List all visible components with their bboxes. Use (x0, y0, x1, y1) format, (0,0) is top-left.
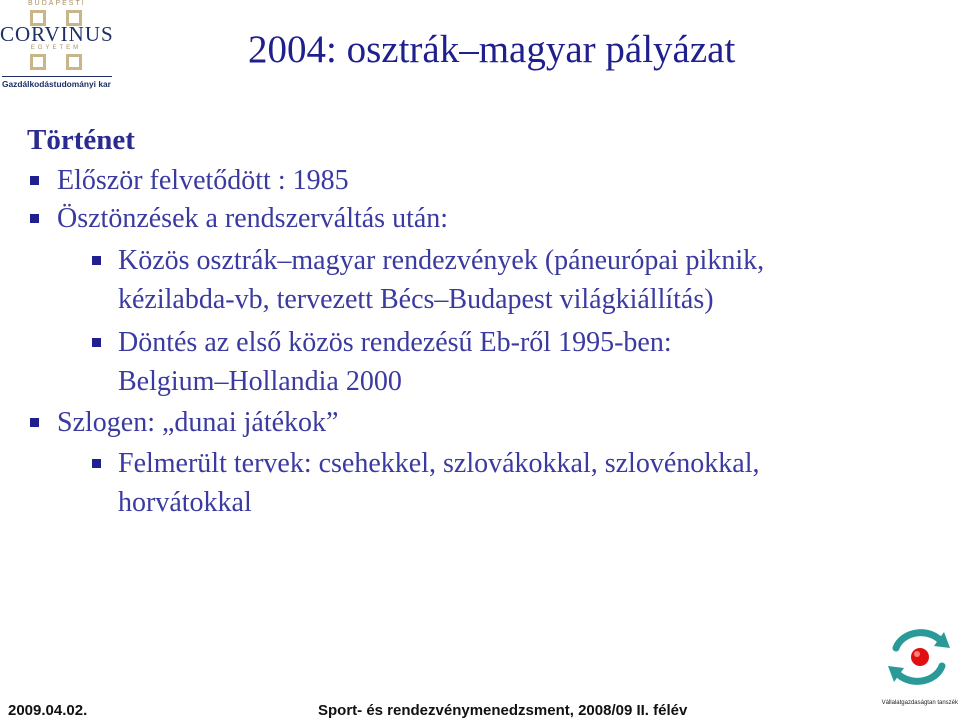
logo-faculty: Gazdálkodástudományi kar (2, 79, 111, 89)
sub-bullet-line: Döntés az első közös rendezésű Eb-ről 1995-ben: (118, 327, 672, 358)
section-heading: Történet (27, 124, 135, 156)
university-logo (0, 0, 120, 92)
sub-bullet-line-cont: Belgium–Hollandia 2000 (118, 366, 402, 397)
sub-bullet-line: Közös osztrák–magyar rendezvények (páneurópai piknik, (118, 245, 765, 276)
logo-divider (2, 76, 112, 77)
department-label: Vállalatgazdaságtan tanszék (881, 700, 958, 706)
bullet-line: Először felvetődött : 1985 (57, 165, 349, 196)
sub-bullet-line: Felmerült tervek: csehekkel, szlovákokkal, szlovénokkal, (118, 448, 760, 479)
bullet-icon (30, 176, 39, 185)
logo-city: BUDAPESTI (28, 0, 86, 7)
slide-title: 2004: osztrák–magyar pályázat (248, 28, 736, 71)
sub-bullet-icon (92, 256, 101, 265)
bullet-icon (30, 418, 39, 427)
department-logo-icon (884, 626, 954, 688)
logo-name: CORVINUS (0, 22, 114, 46)
bullet-icon (30, 214, 39, 223)
logo-sub: EGYETEM (30, 45, 82, 51)
sub-bullet-line-cont: kézilabda-vb, tervezett Bécs–Budapest világkiállítás) (118, 284, 714, 315)
sub-bullet-icon (92, 338, 101, 347)
sub-bullet-line-cont: horvátokkal (118, 487, 252, 518)
logo-ornament-bottom-right (66, 54, 82, 70)
logo-ornament-bottom-left (30, 54, 46, 70)
bullet-line: Szlogen: „dunai játékok” (57, 407, 339, 438)
sub-bullet-icon (92, 459, 101, 468)
bullet-line: Ösztönzések a rendszerváltás után: (57, 203, 449, 234)
footer-course: Sport- és rendezvénymenedzsment, 2008/09 II. félév (318, 702, 688, 719)
footer-date: 2009.04.02. (8, 702, 88, 719)
